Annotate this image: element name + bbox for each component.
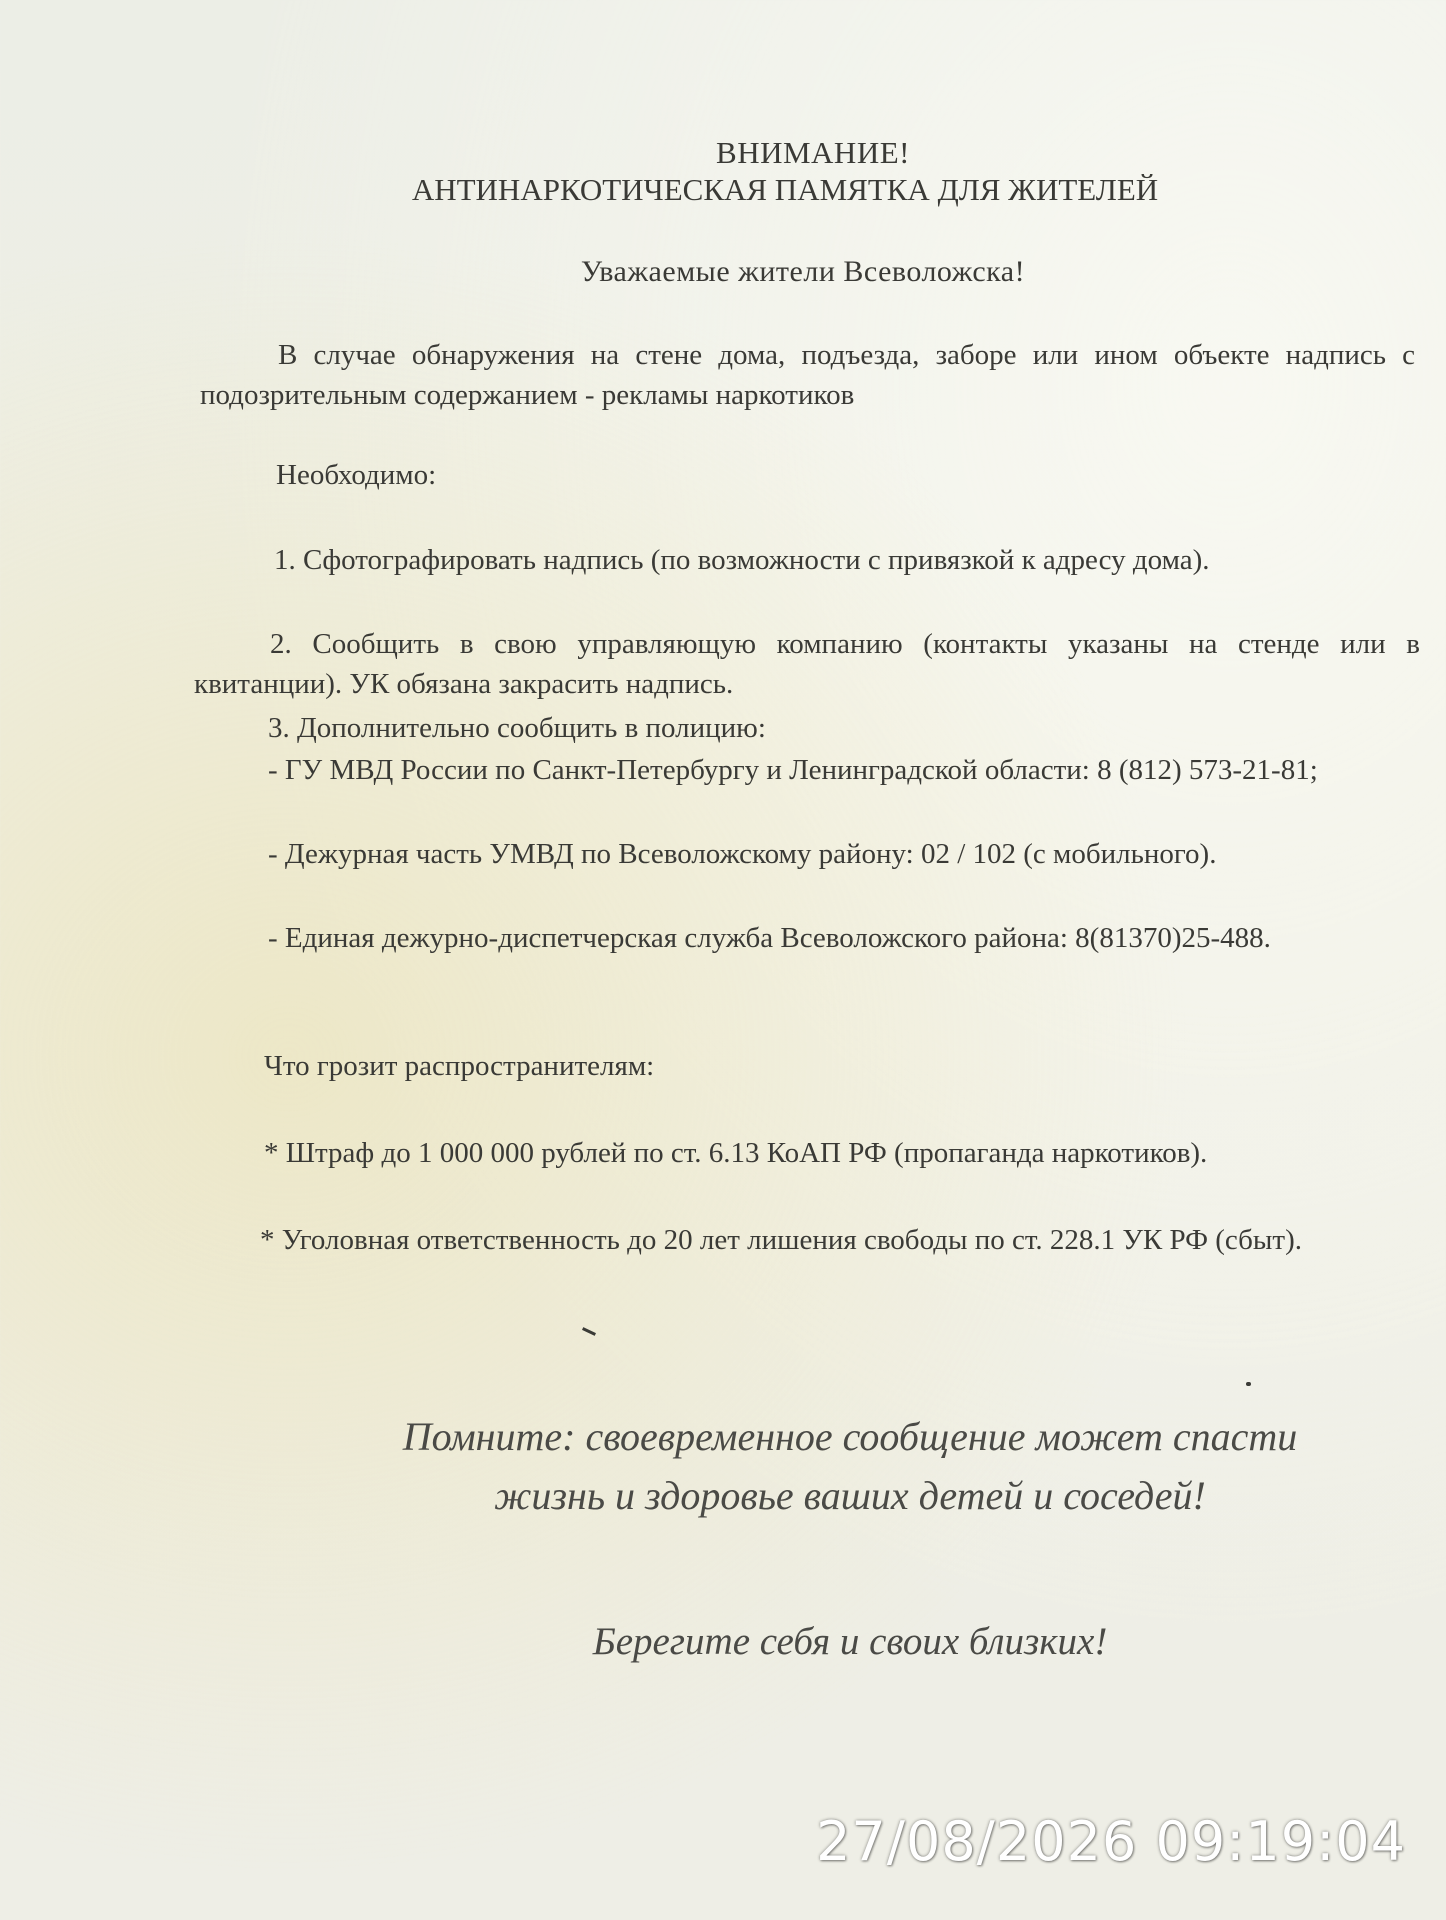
step-1 [196,540,1420,580]
penalty-criminal-text: * Уголовная ответственность до 20 лет лишения свободы по ст. 228.1 УК РФ (сбыт). [260,1224,1302,1256]
step-3 [268,708,766,748]
step-1-text: 1. Сфотографировать надпись (по возможности с привязкой к адресу дома). [274,544,1210,576]
reminder-line2: жизнь и здоровье ваших детей и соседей! [494,1473,1206,1518]
contact-edds [188,918,1428,958]
penalty-fine-text: * Штраф до 1 000 000 рублей по ст. 6.13 КоАП РФ (пропаганда наркотиков). [264,1137,1208,1169]
necessary-label: Необходимо: [276,459,437,491]
penalties-label: Что грозит распространителям: [264,1050,655,1082]
intro-paragraph [200,335,1415,415]
contact-gu-mvd [192,750,1424,790]
notice-title-line1: ВНИМАНИЕ! [716,135,910,170]
step-2-text: 2. Сообщить в свою управляющую компанию (контакты указаны на стенде или в квитанции). УК обязана закрасить надпись. [194,628,1420,700]
step-3-text: 3. Дополнительно сообщить в полицию: [268,712,766,744]
penalty-criminal [178,1220,1436,1260]
contact-duty-umvd [190,834,1426,874]
ink-speck [1246,1382,1251,1386]
step-2 [194,624,1420,704]
intro-text: В случае обнаружения на стене дома, подъезда, заборе или ином объекте надпись с подозрительным содержанием - рекламы наркотиков [200,339,1415,411]
photo-timestamp: 27/08/2026 09:19:04 [816,1810,1406,1873]
reminder-line1: Помните: своевременное сообщение может спасти [402,1414,1298,1459]
contact-gu-mvd-text: - ГУ МВД России по Санкт-Петербургу и Ленинградской области: 8 (812) 573-21-81; [268,754,1318,786]
closing-line: Берегите себя и своих близких! [592,1620,1108,1663]
contact-duty-umvd-text: - Дежурная часть УМВД по Всеволожскому району: 02 / 102 (с мобильного). [268,838,1217,870]
notice-title-line2: АНТИНАРКОТИЧЕСКАЯ ПАМЯТКА ДЛЯ ЖИТЕЛЕЙ [411,172,1159,207]
contact-edds-text: - Единая дежурно-диспетчерская служба Всеволожского района: 8(81370)25-488. [268,922,1271,954]
greeting: Уважаемые жители Всеволожска! [580,255,1026,288]
ink-speck [582,1327,596,1336]
penalty-fine [182,1133,1434,1173]
